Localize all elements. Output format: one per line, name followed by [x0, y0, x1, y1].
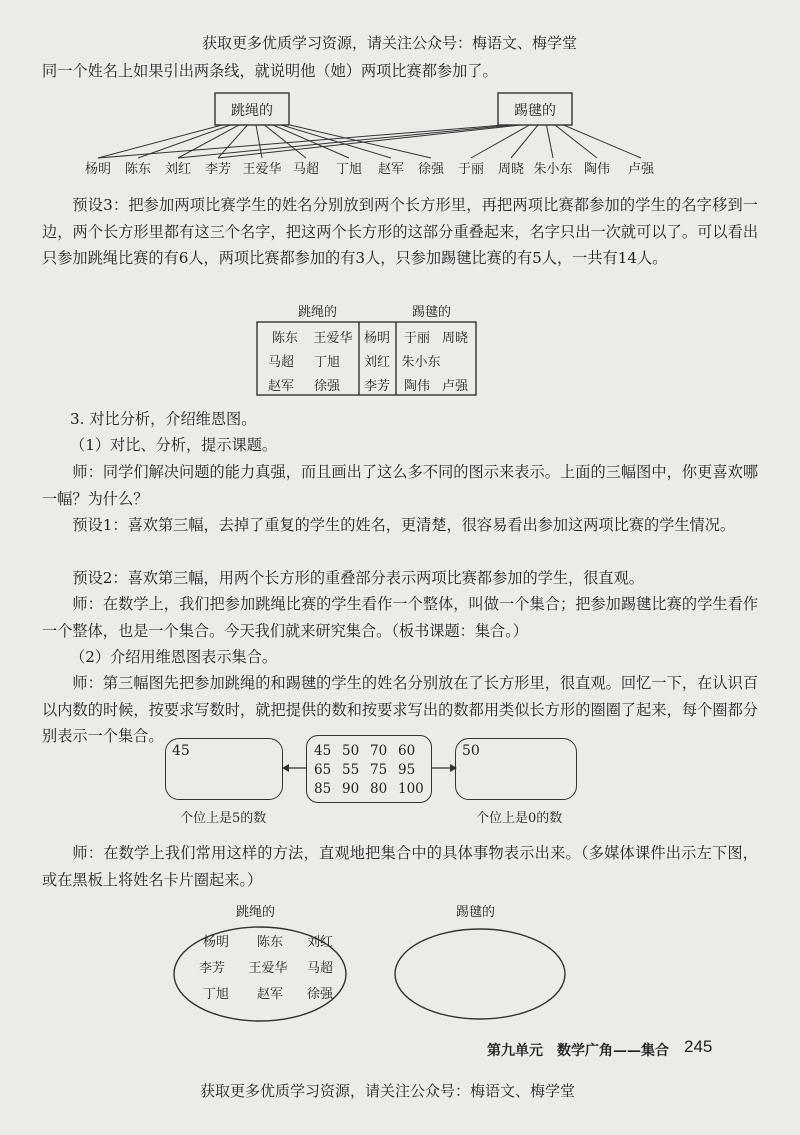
fig1-name-5: 马超	[292, 162, 320, 177]
fig1-name-2: 刘红	[164, 162, 192, 177]
number-cell: 100	[398, 781, 424, 797]
fig3-arrows	[280, 758, 460, 778]
fig1-name-8: 徐强	[417, 162, 445, 177]
number-cell: 60	[398, 743, 416, 759]
fig2-left-name: 徐强	[313, 379, 341, 394]
arrow-right	[432, 764, 457, 772]
fig4-label-shuttlecock: 踢毽的	[456, 905, 496, 920]
number-cell: 95	[398, 762, 416, 778]
number-cell: 85	[314, 781, 332, 797]
fig4-name: 丁旭	[202, 987, 230, 1002]
set-ones-5-value: 45	[172, 743, 190, 759]
fig1-line-jumprope	[138, 125, 231, 158]
paragraph-yushe3: 预设3：把参加两项比赛学生的姓名分别放到两个长方形里，再把两项比赛都参加的学生的名字移到一边，两个长方形里都有这三个名字，把这两个长方形的这部分重叠起来，名字只出一次就可以了。可以看出只参加跳绳比赛的有6人，两项比赛都参加的有3人，只参加踢毽比赛的有5人，一共有14人。	[42, 196, 758, 267]
fig2-mid-name: 杨明	[363, 331, 391, 346]
fig1-line-shuttlecock	[547, 125, 554, 158]
fig2-left-name: 丁旭	[313, 355, 341, 370]
box-shuttlecock	[498, 93, 572, 125]
number-cell: 75	[370, 762, 388, 778]
fig1-name-0: 杨明	[84, 162, 112, 177]
fig1-name-12: 陶伟	[583, 162, 611, 177]
set-ones-digit-0	[455, 738, 577, 800]
number-cell: 65	[314, 762, 332, 778]
figure-overlap-rectangles	[255, 320, 480, 398]
fig2-left-name: 马超	[267, 355, 295, 370]
fig4-name: 徐强	[306, 987, 334, 1002]
fig2-left-name: 王爱华	[313, 331, 353, 346]
figure-lines-diagram	[0, 85, 800, 185]
fig1-name-7: 赵军	[377, 162, 405, 177]
subsection-2: （2）介绍用维恩图表示集合。	[70, 648, 278, 666]
header-banner: 获取更多优质学习资源，请关注公众号：梅语文、梅学堂	[202, 34, 578, 52]
fig2-label-jumprope: 跳绳的	[298, 305, 338, 320]
figure-ellipses	[170, 922, 570, 1032]
number-cell: 45	[314, 743, 332, 759]
fig2-label-shuttlecock: 踢毽的	[412, 305, 452, 320]
footer-banner: 获取更多优质学习资源，请关注公众号：梅语文、梅学堂	[200, 1082, 576, 1100]
chapter-footer: 第九单元 数学广角——集合	[487, 1043, 669, 1059]
number-row	[314, 780, 422, 799]
paragraph-teacher-2: 师：在数学上，我们把参加跳绳比赛的学生看作一个整体，叫做一个集合；把参加踢毽比赛的学生看作一个整体，也是一个集合。今天我们就来研究集合。（板书课题：集合。）	[42, 595, 758, 640]
arrow-left	[282, 764, 306, 772]
fig4-name: 李芳	[198, 961, 226, 976]
fig4-name: 马超	[306, 961, 334, 976]
number-cell: 55	[342, 762, 360, 778]
fig2-right-name: 卢强	[441, 379, 469, 394]
fig1-line-shuttlecock	[511, 125, 538, 158]
page-number: 245	[684, 1037, 713, 1056]
paragraph-yushe1: 预设1：喜欢第三幅，去掉了重复的学生的姓名，更清楚，很容易看出参加这两项比赛的学生情况。	[72, 516, 736, 534]
fig1-line-shuttlecock	[564, 125, 642, 158]
fig2-mid-name: 刘红	[363, 355, 391, 370]
fig1-name-11: 朱小东	[533, 162, 573, 177]
fig2-left-name: 陈东	[271, 331, 299, 346]
box-jumprope	[215, 93, 289, 125]
section-3-heading: 3. 对比分析，介绍维恩图。	[70, 410, 257, 428]
fig2-right-name: 周晓	[441, 331, 469, 346]
number-cell: 80	[370, 781, 388, 797]
fig1-name-13: 卢强	[627, 162, 655, 177]
set-ones-digit-5	[165, 738, 283, 800]
fig1-name-4: 王爱华	[242, 162, 282, 177]
box-jumprope-label: 跳绳的	[231, 103, 273, 119]
ellipse-shuttlecock	[395, 929, 565, 1019]
fig1-name-6: 丁旭	[335, 162, 363, 177]
paragraph-teacher-3: 师：第三幅图先把参加跳绳的和踢毽的学生的姓名分别放在了长方形里，很直观。回忆一下，在认识百以内数的时候，按要求写数时，就把提供的数和按要求写出的数都用类似长方形的圈圈了起来，每个圈都分别表示一个集合。	[42, 674, 758, 745]
fig1-name-9: 于丽	[457, 162, 485, 177]
fig4-name: 赵军	[256, 987, 284, 1002]
number-cell: 90	[342, 781, 360, 797]
fig1-line-shuttlecock	[218, 125, 521, 158]
fig4-name: 王爱华	[248, 961, 288, 976]
caption-ones-0: 个位上是0的数	[476, 811, 563, 826]
number-cell: 50	[342, 743, 360, 759]
paragraph-yushe2: 预设2：喜欢第三幅，用两个长方形的重叠部分表示两项比赛都参加的学生，很直观。	[72, 569, 644, 587]
fig2-mid-name: 李芳	[363, 379, 391, 394]
paragraph-teacher-1: 师：同学们解决问题的能力真强，而且画出了这么多不同的图示来表示。上面的三幅图中，你更喜欢哪一幅？为什么？	[42, 463, 758, 508]
set-ones-0-value: 50	[462, 743, 480, 759]
fig2-right-name: 朱小东	[401, 355, 441, 370]
intro-line: 同一个姓名上如果引出两条线，就说明他（她）两项比赛都参加了。	[42, 62, 498, 80]
fig1-name-1: 陈东	[124, 162, 152, 177]
fig2-right-name: 于丽	[403, 331, 431, 346]
subsection-1: （1）对比、分析，提示课题。	[70, 436, 278, 454]
box-shuttlecock-label: 踢毽的	[514, 103, 556, 119]
fig2-right-name: 陶伟	[403, 379, 431, 394]
fig4-name: 杨明	[202, 935, 230, 950]
number-cell: 70	[370, 743, 388, 759]
fig4-name: 刘红	[306, 935, 334, 950]
paragraph-teacher-4: 师：在数学上我们常用这样的方法，直观地把集合中的具体事物表示出来。（多媒体课件出示左下图，或在黑板上将姓名卡片圈起来。）	[42, 844, 758, 889]
fig2-left-name: 赵军	[267, 379, 295, 394]
caption-ones-5: 个位上是5的数	[180, 811, 267, 826]
fig1-name-10: 周晓	[497, 162, 525, 177]
fig4-name: 陈东	[256, 935, 284, 950]
fig1-line-shuttlecock	[178, 125, 513, 158]
fig1-name-3: 李芳	[204, 162, 232, 177]
fig4-label-jumprope: 跳绳的	[236, 905, 276, 920]
